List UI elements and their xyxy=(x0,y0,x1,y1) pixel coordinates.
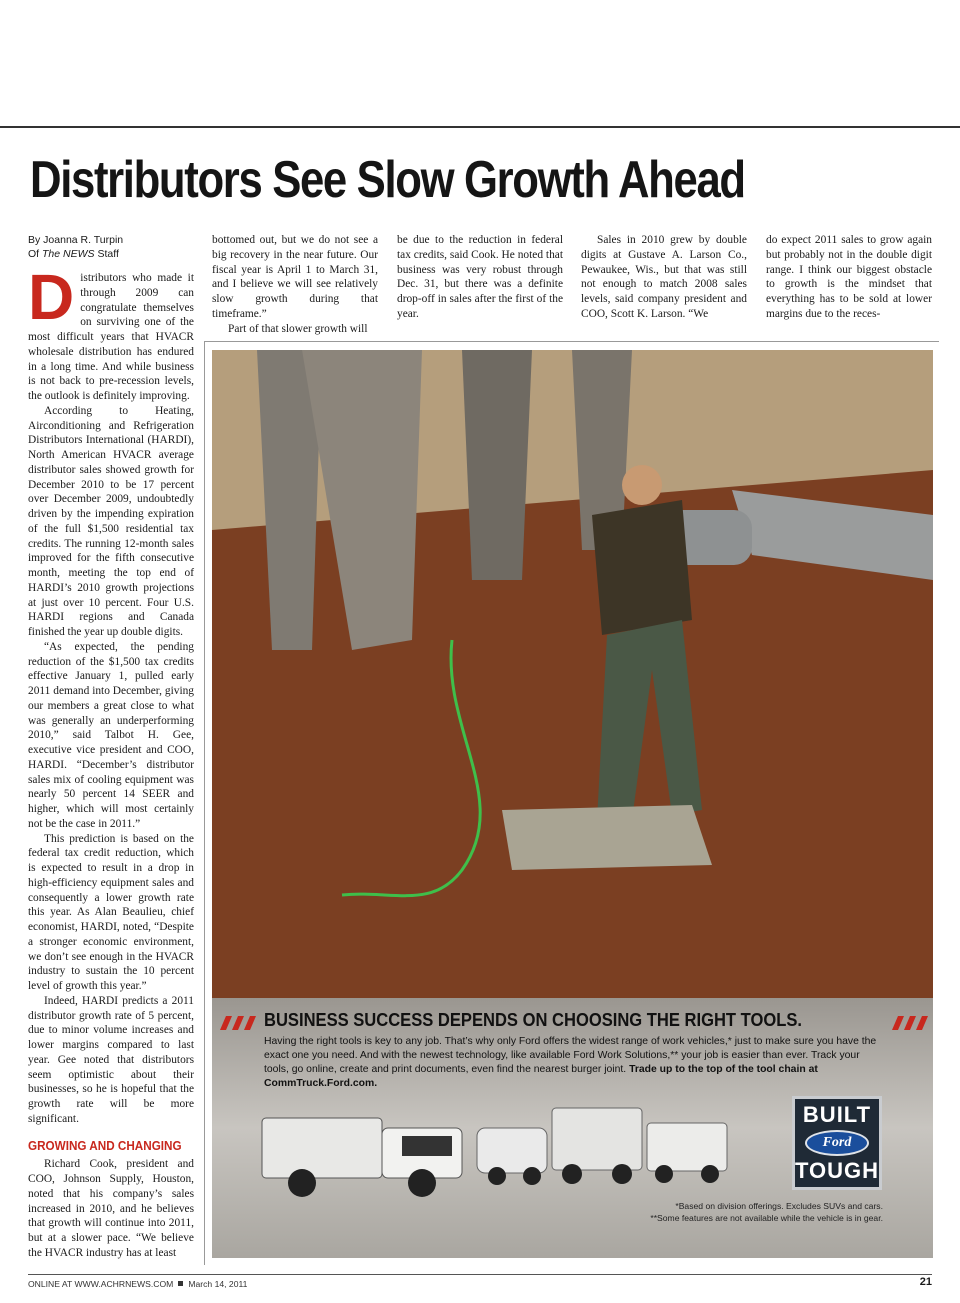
disclaimer-line: **Some features are not available while the vehicle is in gear. xyxy=(650,1212,883,1223)
square-bullet-icon xyxy=(178,1281,183,1286)
paragraph: Indeed, HARDI predicts a 2011 distributor growth rate of 5 percent, due to minor volume increases and lower margins compared to last year. Gee noted that distributors seem optimistic about their businesses, so he is hopeful that the growth rate will be more significant. xyxy=(28,994,194,1125)
ad-body-copy xyxy=(264,1035,884,1091)
paragraph: be due to the reduction in federal tax credits, said Cook. He noted that business was very robust through Dec. 31, but there was a definite drop-off in sales after the first of the year. xyxy=(397,234,563,320)
footer-rule xyxy=(28,1274,932,1275)
disclaimer-line: *Based on division offerings. Excludes SUVs and cars. xyxy=(675,1201,883,1211)
accent-stripes-right xyxy=(888,1016,933,1030)
ad-headline: BUSINESS SUCCESS DEPENDS ON CHOOSING THE RIGHT TOOLS. xyxy=(264,1010,802,1030)
ford-advertisement xyxy=(212,350,933,1258)
byline-staff: Staff xyxy=(97,248,119,260)
paragraph: According to Heating, Airconditioning and Refrigeration Distributors International (HARDI), North American HVACR average distributor sales showed growth for December 2010 to be 17 percent over December 2009, undoubtedly driven by the impending expiration of the full $1,500 residential tax credits. The running 12-month sales improved for the fifth consecutive month, meeting the top end of HARDI’s 2010 growth projections at just over 10 percent. Four U.S. HARDI regions and Canada finished the year up double digits. xyxy=(28,404,194,638)
paragraph: Part of that slower growth will xyxy=(228,322,368,335)
logo-tough-text: TOUGH xyxy=(795,1158,880,1183)
byline xyxy=(28,233,194,261)
paragraph: This prediction is based on the federal tax credit reduction, which is expected to result in a drop in high-efficiency equipment sales and consequently a lower growth rate this year. As Alan Beaulieu, chief economist, HARDI, noted, “Despite a stronger economic environment, we don’t see enough in the HVACR industry to sustain the 10 percent level of growth this year.” xyxy=(28,832,194,992)
paragraph: Sales in 2010 grew by double digits at Gustave A. Larson Co., Pewaukee, Wis., but that was still not enough to match 2008 sales levels, said company president and COO, Scott K. Larson. “We xyxy=(581,234,747,320)
top-rule xyxy=(0,126,960,128)
article-column-5 xyxy=(766,233,932,322)
paragraph: do expect 2011 sales to grow again but probably not in the double digit range. I think our biggest obstacle to growth is the mindset that everything has to be sold at lower margins due to the reces- xyxy=(766,234,932,320)
ad-disclaimers xyxy=(650,1201,883,1224)
article-column-4 xyxy=(581,233,747,322)
ad-photo xyxy=(212,350,933,998)
paragraph: bottomed out, but we do not see a big recovery in the near future. Our fiscal year is April 1 to March 31, and I believe we will see relatively slow growth during that timeframe.” xyxy=(212,234,378,320)
byline-author: By Joanna R. Turpin xyxy=(28,234,124,246)
paragraph: “As expected, the pending reduction of the $1,500 tax credits effective January 1, pulled early 2011 demand into December, giving our members a great close to what was generally an underperforming 2010,” said Talbot H. Gee, executive vice president and COO, HARDI. “December’s distributor sales mix of cooling equipment was nearly 50 percent 14 SEER and higher, which will most certainly not be the case in 2011.” xyxy=(28,640,194,830)
article-column-1 xyxy=(28,233,194,1261)
byline-publication: The NEWS xyxy=(42,248,95,260)
ad-copy-text: Having the right tools is key to any job. That’s why only Ford offers the widest range of work vehicles,* just to make sure you have the exact one you need. And with the newest technology, like available Ford Work Solutions,** your job is easier than ever. Track your tools, go online, create and print documents, even find the nearest burger joint. xyxy=(264,1036,877,1075)
paragraph-text: istributors who made it through 2009 can congratulate themselves on surviving one of the most difficult years that HVACR wholesale distribution has endured in a long time. And while business is not back to pre-recession levels, the outlook is definitely improving. xyxy=(28,272,194,402)
accent-stripes-left xyxy=(216,1016,262,1030)
ad-text-panel xyxy=(212,998,933,1258)
ford-oval-logo: Ford xyxy=(805,1130,869,1156)
article-headline: Distributors See Slow Growth Ahead xyxy=(30,151,745,209)
footer-info xyxy=(28,1279,247,1289)
footer-date: March 14, 2011 xyxy=(188,1279,248,1289)
paragraph xyxy=(28,261,194,404)
built-ford-tough-logo xyxy=(792,1096,882,1190)
ford-trucks-image xyxy=(252,1098,772,1208)
drop-cap: D xyxy=(28,261,75,333)
article-column-2 xyxy=(212,233,378,336)
article-column-3 xyxy=(397,233,563,322)
footer-website[interactable]: ONLINE AT WWW.ACHRNEWS.COM xyxy=(28,1279,174,1289)
paragraph: Richard Cook, president and COO, Johnson Supply, Houston, noted that his company’s sales increased in 2010, and he believes that growth will continue into 2011, but at a slower pace. “We believe the HVACR industry has at least xyxy=(28,1158,194,1259)
page-number: 21 xyxy=(919,1276,932,1288)
logo-built-text: BUILT xyxy=(802,1102,872,1127)
byline-of: Of xyxy=(28,248,40,260)
ad-cta-link[interactable]: Trade up to the top of the tool chain at CommTruck.Ford.com. xyxy=(264,1064,818,1089)
truck-lineup xyxy=(262,1108,727,1197)
section-subhead: GROWING AND CHANGING xyxy=(28,1137,182,1153)
